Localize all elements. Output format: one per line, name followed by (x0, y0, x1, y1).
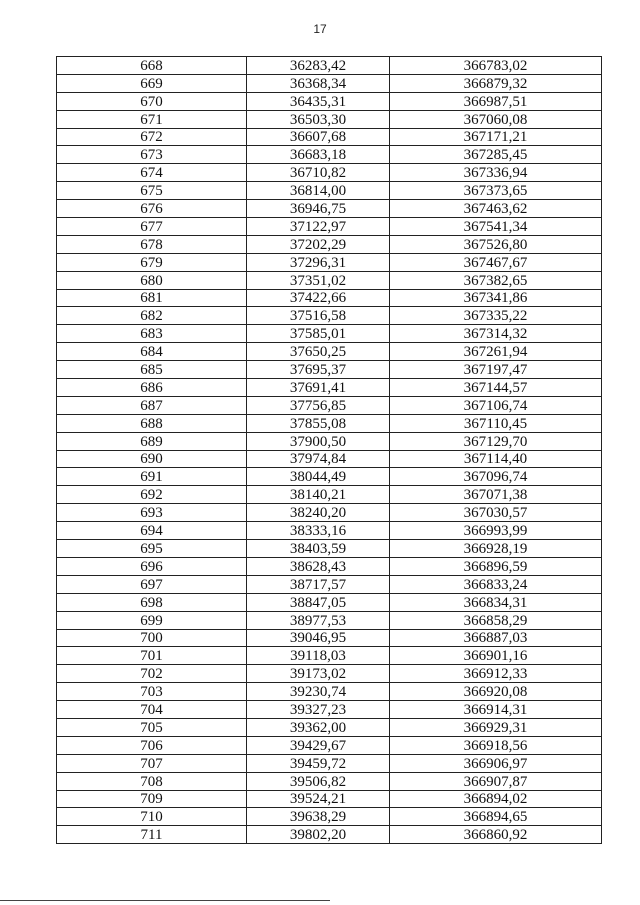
x-coordinate-cell: 38333,16 (247, 522, 390, 540)
point-number-cell: 679 (57, 253, 247, 271)
table-row (57, 808, 602, 826)
table-row (57, 361, 602, 379)
table-row (57, 164, 602, 182)
coordinates-table-body (57, 57, 602, 844)
point-number-cell: 711 (57, 826, 247, 844)
point-number-cell: 701 (57, 647, 247, 665)
point-number-cell: 683 (57, 325, 247, 343)
point-number-cell: 677 (57, 218, 247, 236)
y-coordinate-cell: 367129,70 (390, 432, 602, 450)
point-number-cell: 670 (57, 92, 247, 110)
table-row (57, 486, 602, 504)
x-coordinate-cell: 37122,97 (247, 218, 390, 236)
table-row (57, 128, 602, 146)
y-coordinate-cell: 367171,21 (390, 128, 602, 146)
y-coordinate-cell: 367526,80 (390, 235, 602, 253)
point-number-cell: 695 (57, 540, 247, 558)
y-coordinate-cell: 367096,74 (390, 468, 602, 486)
x-coordinate-cell: 36607,68 (247, 128, 390, 146)
y-coordinate-cell: 366879,32 (390, 74, 602, 92)
table-row (57, 557, 602, 575)
x-coordinate-cell: 37900,50 (247, 432, 390, 450)
x-coordinate-cell: 36283,42 (247, 57, 390, 75)
x-coordinate-cell: 37691,41 (247, 379, 390, 397)
table-row (57, 289, 602, 307)
y-coordinate-cell: 367541,34 (390, 218, 602, 236)
x-coordinate-cell: 39230,74 (247, 683, 390, 701)
y-coordinate-cell: 366987,51 (390, 92, 602, 110)
table-row (57, 432, 602, 450)
y-coordinate-cell: 367314,32 (390, 325, 602, 343)
x-coordinate-cell: 36946,75 (247, 200, 390, 218)
x-coordinate-cell: 38847,05 (247, 593, 390, 611)
table-row (57, 414, 602, 432)
point-number-cell: 700 (57, 629, 247, 647)
table-row (57, 665, 602, 683)
x-coordinate-cell: 39046,95 (247, 629, 390, 647)
x-coordinate-cell: 37296,31 (247, 253, 390, 271)
x-coordinate-cell: 37585,01 (247, 325, 390, 343)
y-coordinate-cell: 367341,86 (390, 289, 602, 307)
point-number-cell: 676 (57, 200, 247, 218)
point-number-cell: 699 (57, 611, 247, 629)
point-number-cell: 703 (57, 683, 247, 701)
y-coordinate-cell: 367110,45 (390, 414, 602, 432)
y-coordinate-cell: 367285,45 (390, 146, 602, 164)
y-coordinate-cell: 366896,59 (390, 557, 602, 575)
y-coordinate-cell: 367261,94 (390, 343, 602, 361)
table-row (57, 57, 602, 75)
x-coordinate-cell: 37516,58 (247, 307, 390, 325)
footer-divider (0, 900, 330, 901)
table-row (57, 593, 602, 611)
point-number-cell: 710 (57, 808, 247, 826)
point-number-cell: 706 (57, 736, 247, 754)
y-coordinate-cell: 366912,33 (390, 665, 602, 683)
table-row (57, 611, 602, 629)
table-row (57, 307, 602, 325)
x-coordinate-cell: 39173,02 (247, 665, 390, 683)
y-coordinate-cell: 366993,99 (390, 522, 602, 540)
y-coordinate-cell: 367335,22 (390, 307, 602, 325)
y-coordinate-cell: 367106,74 (390, 396, 602, 414)
table-row (57, 379, 602, 397)
table-row (57, 629, 602, 647)
y-coordinate-cell: 367071,38 (390, 486, 602, 504)
x-coordinate-cell: 37422,66 (247, 289, 390, 307)
y-coordinate-cell: 366918,56 (390, 736, 602, 754)
x-coordinate-cell: 39118,03 (247, 647, 390, 665)
table-row (57, 701, 602, 719)
x-coordinate-cell: 39327,23 (247, 701, 390, 719)
x-coordinate-cell: 39524,21 (247, 790, 390, 808)
x-coordinate-cell: 38240,20 (247, 504, 390, 522)
y-coordinate-cell: 366894,65 (390, 808, 602, 826)
table-row (57, 396, 602, 414)
table-row (57, 253, 602, 271)
point-number-cell: 685 (57, 361, 247, 379)
x-coordinate-cell: 37695,37 (247, 361, 390, 379)
point-number-cell: 704 (57, 701, 247, 719)
x-coordinate-cell: 37650,25 (247, 343, 390, 361)
x-coordinate-cell: 37756,85 (247, 396, 390, 414)
point-number-cell: 693 (57, 504, 247, 522)
table-row (57, 575, 602, 593)
table-row (57, 92, 602, 110)
point-number-cell: 697 (57, 575, 247, 593)
y-coordinate-cell: 366920,08 (390, 683, 602, 701)
table-row (57, 450, 602, 468)
table-row (57, 522, 602, 540)
x-coordinate-cell: 39429,67 (247, 736, 390, 754)
table-row (57, 683, 602, 701)
x-coordinate-cell: 37974,84 (247, 450, 390, 468)
table-row (57, 790, 602, 808)
x-coordinate-cell: 38628,43 (247, 557, 390, 575)
y-coordinate-cell: 367030,57 (390, 504, 602, 522)
y-coordinate-cell: 366887,03 (390, 629, 602, 647)
point-number-cell: 694 (57, 522, 247, 540)
table-row (57, 736, 602, 754)
coordinates-table (56, 56, 602, 844)
y-coordinate-cell: 367382,65 (390, 271, 602, 289)
table-row (57, 772, 602, 790)
x-coordinate-cell: 39638,29 (247, 808, 390, 826)
x-coordinate-cell: 36710,82 (247, 164, 390, 182)
x-coordinate-cell: 38403,59 (247, 540, 390, 558)
table-row (57, 110, 602, 128)
y-coordinate-cell: 366894,02 (390, 790, 602, 808)
y-coordinate-cell: 367114,40 (390, 450, 602, 468)
x-coordinate-cell: 39362,00 (247, 718, 390, 736)
x-coordinate-cell: 36683,18 (247, 146, 390, 164)
x-coordinate-cell: 37855,08 (247, 414, 390, 432)
point-number-cell: 686 (57, 379, 247, 397)
x-coordinate-cell: 36503,30 (247, 110, 390, 128)
x-coordinate-cell: 38977,53 (247, 611, 390, 629)
table-row (57, 218, 602, 236)
point-number-cell: 675 (57, 182, 247, 200)
point-number-cell: 682 (57, 307, 247, 325)
y-coordinate-cell: 366907,87 (390, 772, 602, 790)
x-coordinate-cell: 37202,29 (247, 235, 390, 253)
y-coordinate-cell: 366929,31 (390, 718, 602, 736)
x-coordinate-cell: 39802,20 (247, 826, 390, 844)
table-row (57, 74, 602, 92)
x-coordinate-cell: 38717,57 (247, 575, 390, 593)
x-coordinate-cell: 38044,49 (247, 468, 390, 486)
y-coordinate-cell: 366783,02 (390, 57, 602, 75)
point-number-cell: 709 (57, 790, 247, 808)
table-row (57, 754, 602, 772)
x-coordinate-cell: 37351,02 (247, 271, 390, 289)
point-number-cell: 702 (57, 665, 247, 683)
table-row (57, 182, 602, 200)
point-number-cell: 681 (57, 289, 247, 307)
point-number-cell: 705 (57, 718, 247, 736)
table-row (57, 718, 602, 736)
point-number-cell: 689 (57, 432, 247, 450)
table-row (57, 468, 602, 486)
point-number-cell: 671 (57, 110, 247, 128)
y-coordinate-cell: 367144,57 (390, 379, 602, 397)
point-number-cell: 680 (57, 271, 247, 289)
x-coordinate-cell: 36814,00 (247, 182, 390, 200)
point-number-cell: 673 (57, 146, 247, 164)
point-number-cell: 688 (57, 414, 247, 432)
point-number-cell: 678 (57, 235, 247, 253)
x-coordinate-cell: 36435,31 (247, 92, 390, 110)
point-number-cell: 691 (57, 468, 247, 486)
point-number-cell: 684 (57, 343, 247, 361)
table-row (57, 325, 602, 343)
point-number-cell: 696 (57, 557, 247, 575)
point-number-cell: 698 (57, 593, 247, 611)
x-coordinate-cell: 36368,34 (247, 74, 390, 92)
y-coordinate-cell: 366833,24 (390, 575, 602, 593)
y-coordinate-cell: 367336,94 (390, 164, 602, 182)
point-number-cell: 672 (57, 128, 247, 146)
point-number-cell: 668 (57, 57, 247, 75)
point-number-cell: 692 (57, 486, 247, 504)
y-coordinate-cell: 367197,47 (390, 361, 602, 379)
table-row (57, 647, 602, 665)
point-number-cell: 707 (57, 754, 247, 772)
point-number-cell: 687 (57, 396, 247, 414)
table-row (57, 343, 602, 361)
y-coordinate-cell: 366906,97 (390, 754, 602, 772)
page-number: 17 (313, 22, 327, 36)
y-coordinate-cell: 366928,19 (390, 540, 602, 558)
point-number-cell: 708 (57, 772, 247, 790)
y-coordinate-cell: 367467,67 (390, 253, 602, 271)
point-number-cell: 690 (57, 450, 247, 468)
table-row (57, 146, 602, 164)
table-row (57, 271, 602, 289)
table-row (57, 235, 602, 253)
y-coordinate-cell: 366860,92 (390, 826, 602, 844)
y-coordinate-cell: 366858,29 (390, 611, 602, 629)
y-coordinate-cell: 366901,16 (390, 647, 602, 665)
table-row (57, 200, 602, 218)
y-coordinate-cell: 366834,31 (390, 593, 602, 611)
x-coordinate-cell: 39459,72 (247, 754, 390, 772)
y-coordinate-cell: 367373,65 (390, 182, 602, 200)
x-coordinate-cell: 38140,21 (247, 486, 390, 504)
y-coordinate-cell: 366914,31 (390, 701, 602, 719)
y-coordinate-cell: 367463,62 (390, 200, 602, 218)
point-number-cell: 669 (57, 74, 247, 92)
table-row (57, 540, 602, 558)
x-coordinate-cell: 39506,82 (247, 772, 390, 790)
table-row (57, 826, 602, 844)
table-row (57, 504, 602, 522)
y-coordinate-cell: 367060,08 (390, 110, 602, 128)
point-number-cell: 674 (57, 164, 247, 182)
